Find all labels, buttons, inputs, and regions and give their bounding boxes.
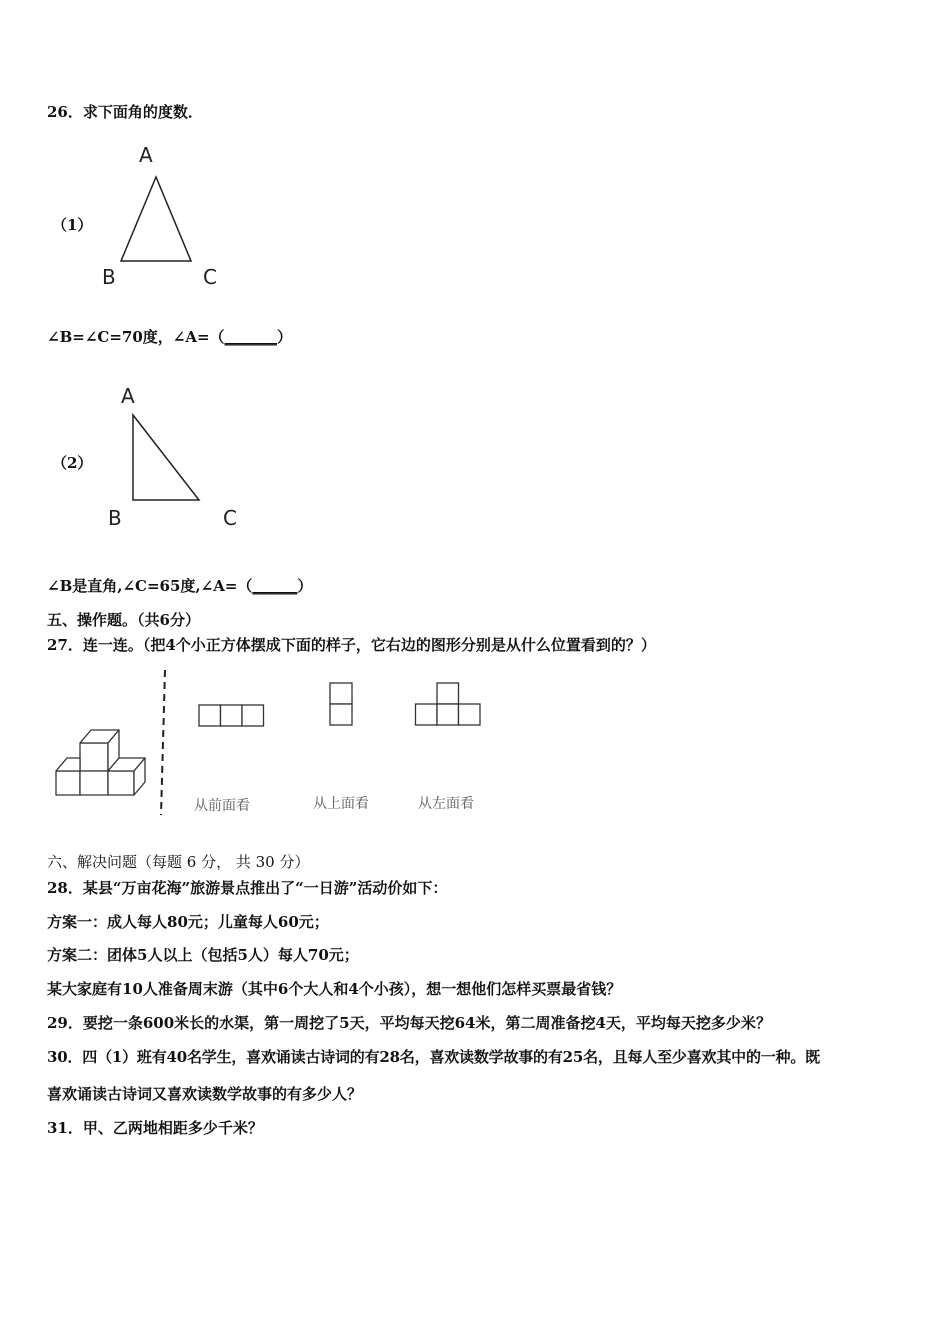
- front-view-shape: [199, 705, 264, 726]
- cube-top-front: [80, 743, 108, 771]
- triangle-1-vertex-a: A: [139, 143, 153, 167]
- q28-title: 28．某县“万亩花海”旅游景点推出了“一日游”活动价如下：: [47, 879, 448, 897]
- dashed-divider: [161, 670, 165, 815]
- front-view-square: [199, 705, 221, 726]
- q26-part1-answer-blank[interactable]: _______: [224, 328, 278, 346]
- q28-plan-2: 方案二：团体5人以上（包括5人）每人70元；: [47, 946, 359, 964]
- triangle-2-vertex-c: C: [223, 506, 237, 530]
- q28-question: 某大家庭有10人准备周末游（其中6个大人和4个小孩），想一想他们怎样买票最省钱？: [47, 980, 622, 998]
- cube-bottom-right: [108, 771, 134, 795]
- top-view-square: [330, 683, 352, 704]
- q26-title: 26．求下面角的度数．: [47, 103, 203, 121]
- left-view-square: [459, 704, 481, 725]
- left-view-shape: [416, 683, 481, 725]
- q27-title: 27．连一连。（把4个小正方体摆成下面的样子，它右边的图形分别是从什么位置看到的？）: [47, 636, 656, 654]
- caption-front-view: 从前面看: [194, 798, 250, 814]
- caption-top-view: 从上面看: [313, 796, 369, 812]
- left-view-square: [437, 683, 459, 704]
- triangle-2-vertex-b: B: [108, 506, 122, 530]
- top-view-shape: [330, 683, 352, 725]
- left-view-square: [416, 704, 438, 725]
- triangle-1-vertex-b: B: [102, 265, 116, 289]
- q26-part1-condition: ∠B=∠C=70度，∠A=（: [47, 328, 225, 346]
- section-6-heading: 六、解决问题（每题 6 分， 共 30 分）: [47, 853, 310, 871]
- q29-text: 29．要挖一条600米长的水渠，第一周挖了5天，平均每天挖64米，第二周准备挖4天，平均每天挖多少米？: [47, 1014, 771, 1032]
- q26-part1-close: ）: [277, 328, 293, 346]
- front-view-square: [242, 705, 264, 726]
- q31-text: 31．甲、乙两地相距多少千米？: [47, 1119, 263, 1137]
- triangle-1-vertex-c: C: [203, 265, 217, 289]
- triangle-2-vertex-a: A: [121, 384, 135, 408]
- cube-bottom-middle: [80, 771, 108, 795]
- q26-part2-condition: ∠B是直角,∠C=65度,∠A=（: [47, 577, 253, 595]
- q26-part2-label: （2）: [52, 454, 93, 472]
- q26-part2-close: ）: [297, 577, 313, 595]
- cube-bottom-left: [56, 771, 80, 795]
- q30-line-1: 30．四（1）班有40名学生，喜欢诵读古诗词的有28名，喜欢读数学故事的有25名，且每人至少喜欢其中的一种。既: [47, 1048, 820, 1066]
- q30-line-2: 喜欢诵读古诗词又喜欢读数学故事的有多少人？: [47, 1085, 363, 1103]
- q26-part2-answer-blank[interactable]: ______: [252, 577, 298, 595]
- left-view-square: [437, 704, 459, 725]
- caption-left-view: 从左面看: [418, 796, 474, 812]
- front-view-square: [221, 705, 243, 726]
- q28-plan-1: 方案一：成人每人80元；儿童每人60元；: [47, 913, 329, 931]
- q26-part1-label: （1）: [52, 216, 93, 234]
- cube-bottom-left-roof: [56, 758, 80, 771]
- top-view-square: [330, 704, 352, 725]
- cube-stack: [56, 730, 145, 795]
- section-5-heading: 五、操作题。（共6分）: [47, 611, 200, 629]
